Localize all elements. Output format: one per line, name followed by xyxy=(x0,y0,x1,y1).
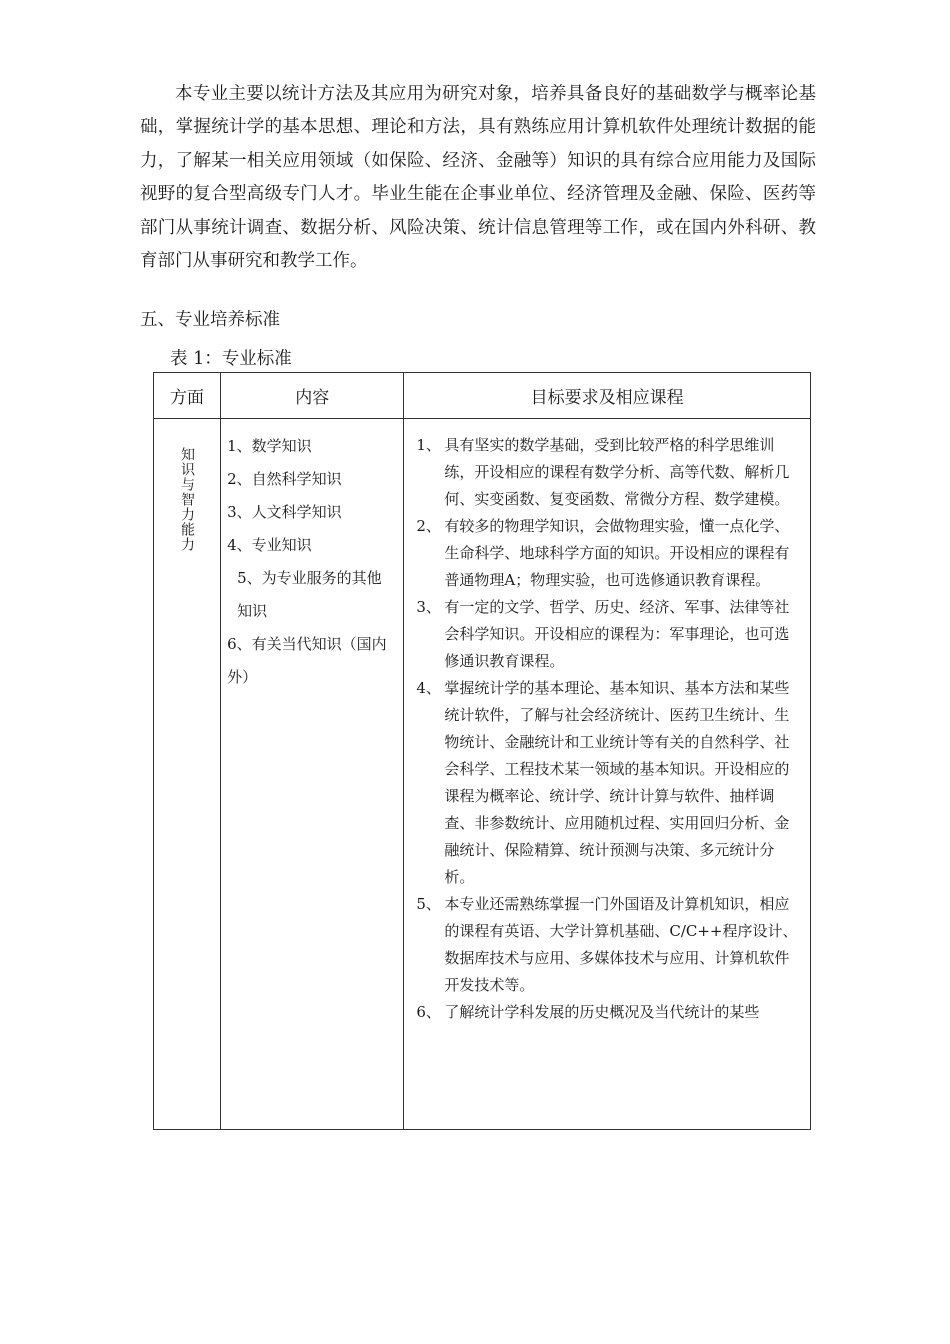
table-caption: 表 1：专业标准 xyxy=(170,349,292,369)
content-item: 1、数学知识 xyxy=(227,437,312,455)
header-content: 内容 xyxy=(221,373,404,419)
content-item: 2、自然科学知识 xyxy=(227,470,342,488)
goal-number: 4、 xyxy=(416,679,441,697)
content-item: 4、专业知识 xyxy=(227,536,312,554)
goal-item xyxy=(416,999,802,1026)
table-header-row xyxy=(154,373,811,419)
goal-number: 2、 xyxy=(416,517,441,535)
goals-cell xyxy=(404,419,811,1130)
header-aspect: 方面 xyxy=(154,373,221,419)
goal-list xyxy=(404,419,810,1026)
goal-item xyxy=(416,891,802,999)
goal-text: 具有坚实的数学基础，受到比较严格的科学思维训练，开设相应的课程有数学分析、高等代数、解析几何、实变函数、复变函数、常微分方程、数学建模。 xyxy=(444,436,790,508)
aspect-cell xyxy=(154,419,221,1130)
content-list xyxy=(221,419,403,694)
standards-table xyxy=(153,372,811,1130)
goal-text: 有一定的文学、哲学、历史、经济、军事、法律等社会科学知识。开设相应的课程为：军事理论，也可选修通识教育课程。 xyxy=(444,598,790,670)
content-item: 3、人文科学知识 xyxy=(227,503,342,521)
goal-number: 5、 xyxy=(416,895,441,913)
table-row xyxy=(154,419,811,1130)
content-item: 5、为专业服务的其他知识 xyxy=(237,569,382,620)
goal-item xyxy=(416,432,802,513)
goal-text: 掌握统计学的基本理论、基本知识、基本方法和某些统计软件，了解与社会经济统计、医药卫生统计、生物统计、金融统计和工业统计等有关的自然科学、社会科学、工程技术某一领域的基本知识。开设相应的课程为概率论、统计学、统计计算与软件、抽样调查、非参数统计、应用随机过程、实用回归分析、金融统计、保险精算、统计预测与决策、多元统计分析。 xyxy=(444,679,790,886)
goal-item xyxy=(416,594,802,675)
content-item: 6、有关当代知识（国内外） xyxy=(227,635,387,686)
goal-item xyxy=(416,675,802,891)
content-cell xyxy=(221,419,404,1130)
goal-number: 3、 xyxy=(416,598,441,616)
goal-item xyxy=(416,513,802,594)
goal-number: 6、 xyxy=(416,1003,441,1021)
goal-number: 1、 xyxy=(416,436,441,454)
goal-text: 有较多的物理学知识，会做物理实验，懂一点化学、生命科学、地球科学方面的知识。开设相应的课程有普通物理A；物理实验，也可选修通识教育课程。 xyxy=(444,517,790,589)
goal-text: 了解统计学科发展的历史概况及当代统计的某些 xyxy=(444,1003,760,1021)
header-goals: 目标要求及相应课程 xyxy=(404,373,811,419)
goal-text: 本专业还需熟练掌握一门外国语及计算机知识，相应的课程有英语、大学计算机基础、C/C++程序设计、数据库技术与应用、多媒体技术与应用、计算机软件开发技术等。 xyxy=(444,895,798,994)
intro-paragraph: 本专业主要以统计方法及其应用为研究对象，培养具备良好的基础数学与概率论基础，掌握统计学的基本思想、理论和方法，具有熟练应用计算机软件处理统计数据的能力，了解某一相关应用领域（如保险、经济、金融等）知识的具有综合应用能力及国际视野的复合型高级专门人才。毕业生能在企事业单位、经济管理及金融、保险、医药等部门从事统计调查、数据分析、风险决策、统计信息管理等工作，或在国内外科研、教育部门从事研究和教学工作。 xyxy=(140,84,816,272)
section-heading: 五、专业培养标准 xyxy=(140,310,280,330)
aspect-label: 知识与智力能力 xyxy=(179,447,196,552)
